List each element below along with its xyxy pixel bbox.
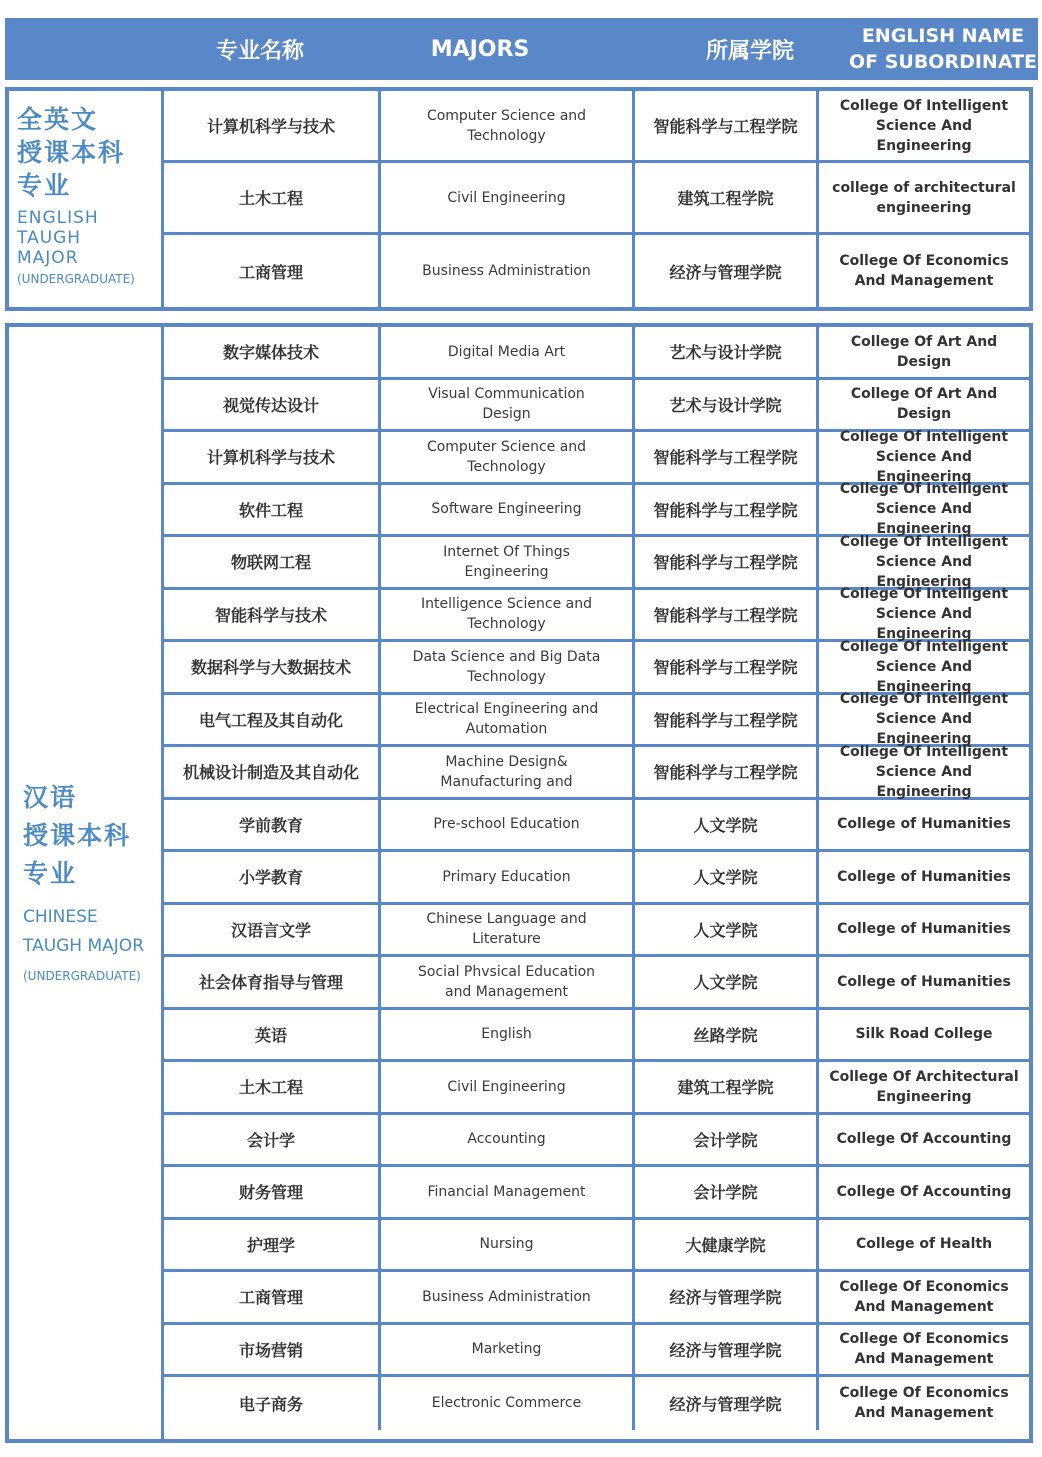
major-name-en-cell: Machine Design& Manufacturing and xyxy=(381,747,635,797)
major-name-zh-cell: 机械设计制造及其自动化 xyxy=(164,747,381,797)
chinese-taught-label-en xyxy=(23,903,161,961)
college-name-en-cell: College Of Architectural Engineering xyxy=(829,1068,1019,1105)
major-name-zh-cell: 工商管理 xyxy=(164,235,381,307)
college-name-zh-cell: 智能科学与工程学院 xyxy=(635,432,819,482)
college-name-zh-cell: 艺术与设计学院 xyxy=(635,327,819,377)
major-name-en-cell: Computer Science and Technology xyxy=(381,91,635,160)
college-name-en-cell: College Of Intelligent Science And Engineering xyxy=(839,743,1009,800)
label-zh-line: 全英文 xyxy=(17,105,99,134)
college-name-zh-cell: 智能科学与工程学院 xyxy=(635,537,819,587)
table-row xyxy=(164,1377,1029,1430)
major-name-zh-cell: 计算机科学与技术 xyxy=(164,432,381,482)
table-row xyxy=(164,1272,1029,1325)
major-name-zh-cell: 土木工程 xyxy=(164,163,381,232)
table-row xyxy=(164,691,1029,748)
college-name-en-cell: College of Humanities xyxy=(837,921,1011,938)
major-name-en-cell: Software Engineering xyxy=(381,485,635,535)
table-row xyxy=(164,533,1029,590)
major-name-zh-cell: 社会体育指导与管理 xyxy=(164,957,381,1007)
college-name-zh-cell: 丝路学院 xyxy=(635,1010,819,1060)
college-name-zh-cell: 人文学院 xyxy=(635,905,819,955)
college-name-en-cell: College Of Accounting xyxy=(836,1131,1012,1148)
english-taught-label-zh xyxy=(17,103,161,202)
table-row xyxy=(164,743,1029,800)
college-name-en-cell: College Of Economics And Management xyxy=(839,1331,1009,1368)
college-name-zh-cell: 大健康学院 xyxy=(635,1220,819,1270)
major-name-en-cell: Primary Education xyxy=(381,852,635,902)
table-row xyxy=(164,163,1029,235)
major-name-en-cell: Social Phvsical Education and Management xyxy=(381,957,635,1007)
major-name-en-cell: English xyxy=(381,1010,635,1060)
label-en-line: MAJOR xyxy=(17,248,79,268)
college-name-en-cell: College Of Intelligent Science And Engineering xyxy=(839,481,1009,538)
label-zh-line: 授课本科 xyxy=(23,821,132,850)
college-name-en-cell: College of Health xyxy=(855,1236,993,1253)
chinese-taught-label xyxy=(9,327,164,1439)
label-zh-line: 授课本科 xyxy=(17,138,126,167)
major-name-zh-cell: 电气工程及其自动化 xyxy=(164,695,381,745)
major-name-zh-cell: 汉语言文学 xyxy=(164,905,381,955)
college-name-zh-cell: 人文学院 xyxy=(635,800,819,850)
label-zh-line: 专业 xyxy=(23,859,78,888)
college-name-zh-cell: 经济与管理学院 xyxy=(635,1325,819,1375)
major-name-en-cell: Digital Media Art xyxy=(381,327,635,377)
college-name-en-cell: College Of Intelligent Science And Engineering xyxy=(839,638,1009,695)
college-name-en-cell: College of Humanities xyxy=(837,816,1011,833)
label-en-line: TAUGH xyxy=(17,228,82,248)
college-name-zh-cell: 经济与管理学院 xyxy=(635,1377,819,1430)
college-name-en-cell: College Of Economics And Management xyxy=(839,253,1009,289)
college-name-en-cell: College Of Intelligent Science And Engineering xyxy=(839,97,1009,154)
label-zh-line: 汉语 xyxy=(23,783,78,812)
college-name-en-cell: College Of Economics And Management xyxy=(839,1385,1009,1422)
table-row xyxy=(164,327,1029,380)
major-name-en-cell: Data Science and Big Data Technology xyxy=(381,642,635,692)
header-english-college-line2: OF SUBORDINATE xyxy=(848,51,1038,73)
major-name-zh-cell: 数据科学与大数据技术 xyxy=(164,642,381,692)
college-name-zh-cell: 智能科学与工程学院 xyxy=(635,485,819,535)
college-name-zh-cell: 智能科学与工程学院 xyxy=(635,642,819,692)
college-name-zh-cell: 艺术与设计学院 xyxy=(635,380,819,430)
table-row xyxy=(164,380,1029,433)
major-name-en-cell: Intelligence Science and Technology xyxy=(381,590,635,640)
label-zh-line: 专业 xyxy=(17,171,72,200)
header-english-college-line1: ENGLISH NAME xyxy=(861,25,1025,47)
table-row xyxy=(164,800,1029,853)
table-row xyxy=(164,1115,1029,1168)
major-name-en-cell: Electronic Commerce xyxy=(381,1377,635,1430)
major-name-en-cell: Business Administration xyxy=(381,1272,635,1322)
major-name-zh-cell: 智能科学与技术 xyxy=(164,590,381,640)
major-name-zh-cell: 土木工程 xyxy=(164,1062,381,1112)
major-name-en-cell: Financial Management xyxy=(381,1167,635,1217)
college-name-en-cell: College Of Intelligent Science And Engineering xyxy=(839,428,1009,485)
major-name-zh-cell: 工商管理 xyxy=(164,1272,381,1322)
college-name-en-cell: College Of Accounting xyxy=(836,1183,1012,1200)
table-row xyxy=(164,852,1029,905)
english-taught-label-note: (UNDERGRADUATE) xyxy=(17,272,135,286)
college-name-en-cell: college of architectural engineering xyxy=(832,179,1016,216)
college-name-en-cell: College Of Art And Design xyxy=(850,333,998,370)
table-header xyxy=(5,18,1038,80)
college-name-zh-cell: 人文学院 xyxy=(635,957,819,1007)
table-row xyxy=(164,1062,1029,1115)
major-name-zh-cell: 护理学 xyxy=(164,1220,381,1270)
college-name-zh-cell: 智能科学与工程学院 xyxy=(635,747,819,797)
college-name-zh-cell: 智能科学与工程学院 xyxy=(635,695,819,745)
table-row xyxy=(164,1010,1029,1063)
chinese-taught-section xyxy=(5,323,1033,1443)
major-name-zh-cell: 电子商务 xyxy=(164,1377,381,1430)
major-name-zh-cell: 软件工程 xyxy=(164,485,381,535)
label-en-line: CHINESE xyxy=(23,907,98,927)
college-name-en-cell: College of Humanities xyxy=(837,973,1011,990)
major-name-en-cell: Nursing xyxy=(381,1220,635,1270)
college-name-en-cell: College Of Intelligent Science And Engineering xyxy=(839,691,1009,748)
major-name-zh-cell: 英语 xyxy=(164,1010,381,1060)
major-name-zh-cell: 财务管理 xyxy=(164,1167,381,1217)
table-row xyxy=(164,638,1029,695)
table-row xyxy=(164,1325,1029,1378)
major-name-en-cell: Chinese Language and Literature xyxy=(381,905,635,955)
major-name-zh-cell: 视觉传达设计 xyxy=(164,380,381,430)
college-name-en-cell: College Of Intelligent Science And Engineering xyxy=(839,586,1009,643)
major-name-zh-cell: 小学教育 xyxy=(164,852,381,902)
chinese-taught-rows xyxy=(164,327,1029,1439)
major-name-zh-cell: 学前教育 xyxy=(164,800,381,850)
major-name-zh-cell: 计算机科学与技术 xyxy=(164,91,381,160)
major-name-en-cell: Civil Engineering xyxy=(381,163,635,232)
table-row xyxy=(164,1220,1029,1273)
college-name-en-cell: College Of Intelligent Science And Engineering xyxy=(839,533,1009,590)
chinese-taught-label-zh xyxy=(23,779,161,893)
major-name-en-cell: Business Administration xyxy=(381,235,635,307)
major-name-en-cell: Civil Engineering xyxy=(381,1062,635,1112)
major-name-en-cell: Computer Science and Technology xyxy=(381,432,635,482)
header-college-zh: 所属学院 xyxy=(705,38,794,64)
college-name-zh-cell: 经济与管理学院 xyxy=(635,1272,819,1322)
college-name-en-cell: College Of Economics And Management xyxy=(839,1278,1009,1315)
table-row xyxy=(164,905,1029,958)
college-name-zh-cell: 会计学院 xyxy=(635,1115,819,1165)
major-name-zh-cell: 物联网工程 xyxy=(164,537,381,587)
table-row xyxy=(164,481,1029,538)
label-en-line: ENGLISH xyxy=(17,208,99,228)
table-row xyxy=(164,957,1029,1010)
table-row xyxy=(164,91,1029,163)
header-majors: MAJORS xyxy=(430,36,530,62)
college-name-zh-cell: 会计学院 xyxy=(635,1167,819,1217)
english-taught-rows xyxy=(164,91,1029,307)
major-name-en-cell: Marketing xyxy=(381,1325,635,1375)
major-name-zh-cell: 会计学 xyxy=(164,1115,381,1165)
college-name-en-cell: College of Humanities xyxy=(837,868,1011,885)
college-name-en-cell: College Of Art And Design xyxy=(850,386,998,423)
college-name-zh-cell: 建筑工程学院 xyxy=(635,1062,819,1112)
major-name-zh-cell: 市场营销 xyxy=(164,1325,381,1375)
major-name-en-cell: Electrical Engineering and Automation xyxy=(381,695,635,745)
college-name-zh-cell: 智能科学与工程学院 xyxy=(635,590,819,640)
english-taught-label-en xyxy=(17,208,161,268)
college-name-zh-cell: 经济与管理学院 xyxy=(635,235,819,307)
chinese-taught-label-note: (UNDERGRADUATE) xyxy=(23,969,141,983)
header-english-college-name xyxy=(843,18,1042,80)
major-name-en-cell: Visual Communication Design xyxy=(381,380,635,430)
table-row xyxy=(164,235,1029,307)
major-name-en-cell: Pre-school Education xyxy=(381,800,635,850)
college-name-zh-cell: 智能科学与工程学院 xyxy=(635,91,819,160)
table-row xyxy=(164,1167,1029,1220)
english-taught-section xyxy=(5,87,1033,311)
major-name-zh-cell: 数字媒体技术 xyxy=(164,327,381,377)
label-en-line: TAUGH MAJOR xyxy=(23,936,145,956)
english-taught-label xyxy=(9,91,164,307)
college-name-en-cell: Silk Road College xyxy=(855,1026,993,1043)
table-row xyxy=(164,428,1029,485)
header-major-name-zh: 专业名称 xyxy=(215,38,304,64)
major-name-en-cell: Accounting xyxy=(381,1115,635,1165)
major-name-en-cell: Internet Of Things Engineering xyxy=(381,537,635,587)
table-row xyxy=(164,586,1029,643)
college-name-zh-cell: 人文学院 xyxy=(635,852,819,902)
college-name-zh-cell: 建筑工程学院 xyxy=(635,163,819,232)
